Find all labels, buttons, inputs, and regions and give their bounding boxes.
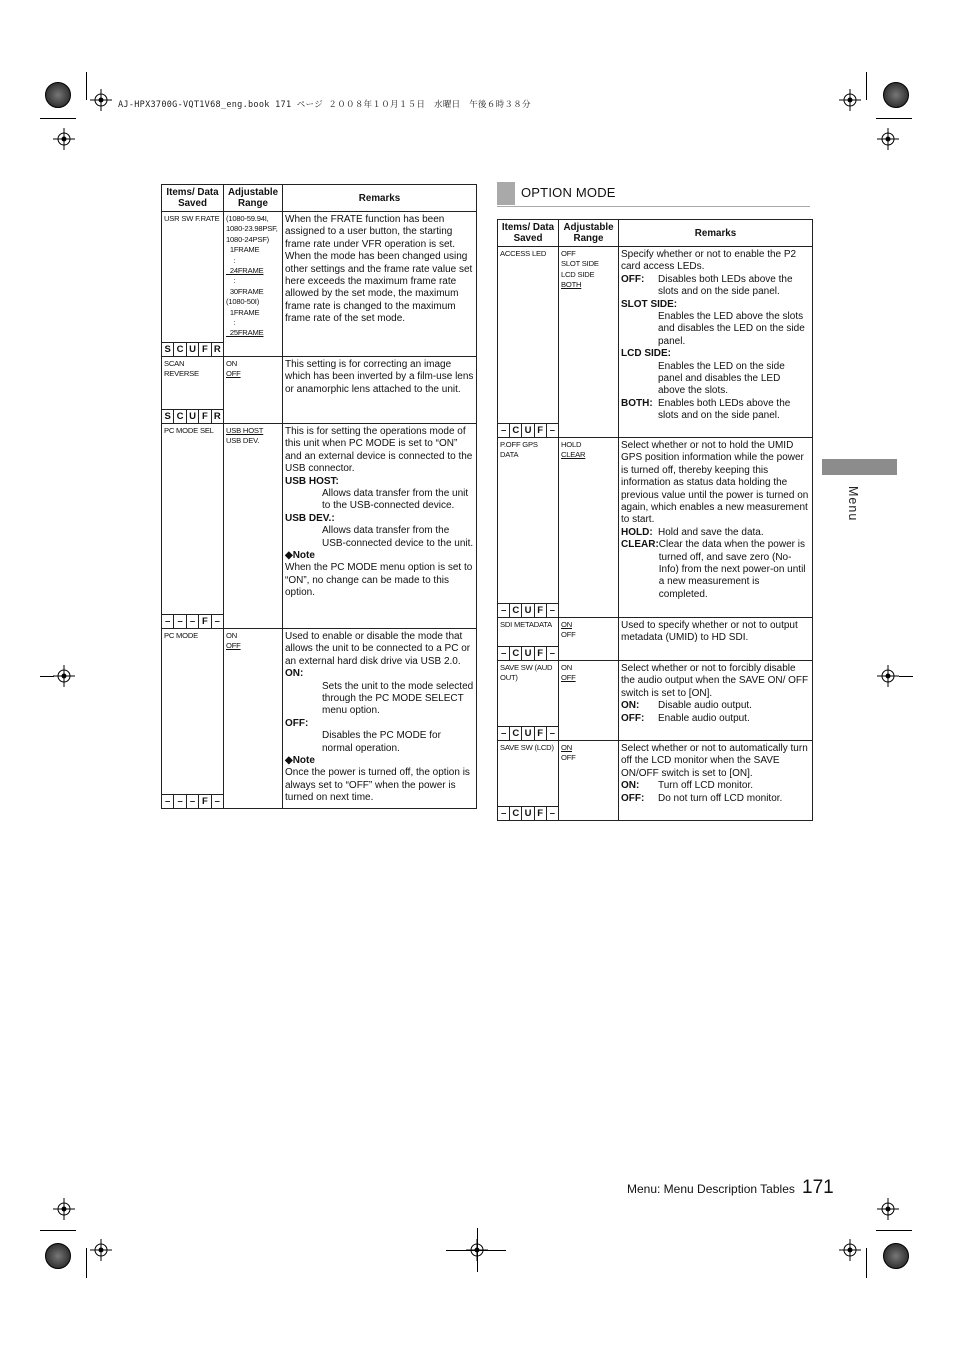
data-saved-flag: R <box>211 410 223 423</box>
data-saved-flag: U <box>186 410 198 423</box>
option-term: OFF: <box>621 712 645 724</box>
option-term: OFF: <box>285 717 309 729</box>
item-cell <box>162 212 224 357</box>
item-cell <box>162 357 224 424</box>
data-saved-flag: S <box>164 411 171 422</box>
rosette-mark-bottom-right <box>883 1243 909 1269</box>
range-option: 1FRAME <box>226 307 260 317</box>
range-option: 25FRAME <box>226 328 264 338</box>
range-option: OFF <box>561 673 576 683</box>
crosshair-icon <box>877 1198 899 1220</box>
option-definition <box>621 793 810 805</box>
remarks-cell <box>619 741 813 821</box>
range-option: OFF <box>561 630 576 640</box>
option-term: LCD SIDE: <box>621 348 671 360</box>
option-description: Enables both LEDs above the slots and on the side panel. <box>658 397 791 422</box>
item-cell <box>498 618 559 661</box>
side-tab-marker <box>822 459 897 475</box>
table-row <box>498 741 813 821</box>
data-saved-flags <box>498 603 558 617</box>
data-saved-flag: S <box>164 344 171 355</box>
remarks-text: Specify whether or not to enable the P2 card access LEDs. <box>621 249 797 273</box>
data-saved-flags <box>498 806 558 820</box>
remarks-cell <box>619 618 813 661</box>
range-option: USB HOST <box>226 426 264 435</box>
page-number: 171 <box>802 1177 834 1198</box>
option-term: CLEAR: <box>621 539 659 551</box>
range-option: 1FRAME <box>226 245 260 255</box>
option-term: ON: <box>621 700 640 712</box>
data-saved-flag: U <box>521 424 533 437</box>
data-saved-flag: F <box>534 727 546 740</box>
item-name: PC MODE <box>164 631 199 640</box>
data-saved-flag: – <box>165 796 171 807</box>
crosshair-icon <box>839 1239 861 1261</box>
range-cell <box>559 438 619 618</box>
data-saved-flag: U <box>521 604 533 617</box>
table-row <box>498 438 813 618</box>
range-option: ON <box>561 620 572 629</box>
data-saved-flag: F <box>198 410 210 423</box>
data-saved-flag: – <box>500 425 507 436</box>
item-cell <box>498 661 559 741</box>
range-cell <box>224 357 283 424</box>
option-term: USB HOST: <box>285 475 339 487</box>
option-term: BOTH: <box>621 397 653 409</box>
range-option: 1080-23.98PSF, <box>226 224 278 234</box>
option-term: ON: <box>621 780 640 792</box>
range-cell <box>224 424 283 629</box>
option-term: HOLD: <box>621 526 653 538</box>
data-saved-flags <box>498 423 558 437</box>
data-saved-flag: R <box>211 343 223 356</box>
range-option: 30FRAME <box>226 286 264 296</box>
range-option: 24FRAME <box>226 266 264 276</box>
item-name: SAVE SW (LCD) <box>500 743 554 752</box>
data-saved-flag: C <box>173 343 185 356</box>
data-saved-flag: C <box>173 410 185 423</box>
data-saved-flag: – <box>211 795 223 808</box>
data-saved-flags <box>162 614 223 628</box>
item-cell <box>498 438 559 618</box>
data-saved-flag: F <box>198 795 210 808</box>
range-option: BOTH <box>561 280 582 290</box>
table-row <box>162 424 477 629</box>
data-saved-flag: – <box>173 795 185 808</box>
remarks-text: When the FRATE function has been assigned to a user button, the starting frame rate under VFR operation is set. When the mode has been changed using other settings and the frame rate value set here exceeds the maximum frame rate allowed by the set mode, the maximum frame rate is changed to the maximum frame rate of the set mode. <box>285 214 473 325</box>
range-cell <box>559 618 619 661</box>
section-heading-bar <box>497 182 515 205</box>
option-description: Enables the LED on the side panel and disables the LED above the slots. <box>658 360 785 397</box>
data-saved-flags <box>162 342 223 356</box>
option-description: Allows data transfer from the unit to the USB-connected device. <box>322 488 469 512</box>
option-description: Disables both LEDs above the slots and on the side panel. <box>658 273 793 298</box>
data-saved-flag: – <box>546 604 558 617</box>
range-option: OFF <box>561 753 576 763</box>
range-option: ON <box>226 631 237 640</box>
rosette-mark-top-left <box>45 82 71 108</box>
option-description: Allows data transfer from the USB-connected device to the unit. <box>322 525 474 549</box>
data-saved-flag: C <box>509 807 521 820</box>
option-description: Hold and save the data. <box>658 526 764 538</box>
option-description: Do not turn off LCD monitor. <box>658 792 783 804</box>
remarks-text: Used to specify whether or not to output metadata (UMID) to HD SDI. <box>621 620 798 644</box>
range-option: OFF <box>226 641 241 651</box>
data-saved-flag: C <box>509 647 521 660</box>
table-row <box>162 629 477 809</box>
option-definition <box>621 780 810 792</box>
table-row <box>498 661 813 741</box>
crosshair-icon <box>839 89 861 111</box>
data-saved-flag: C <box>509 727 521 740</box>
remarks-cell <box>283 424 477 629</box>
item-cell <box>498 247 559 438</box>
column-header-remarks: Remarks <box>283 185 477 212</box>
rosette-mark-bottom-left <box>45 1243 71 1269</box>
table-row <box>162 357 477 424</box>
range-cell <box>559 247 619 438</box>
remarks-text: Used to enable or disable the mode that allows the unit to be connected to a PC or an external hard disk drive via USB 2.0. <box>285 631 471 667</box>
range-option: ON <box>561 663 572 672</box>
range-cell <box>559 741 619 821</box>
column-header-items: Items/ Data Saved <box>162 185 224 212</box>
item-name: SAVE SW (AUD OUT) <box>500 663 553 682</box>
option-definition <box>621 700 810 712</box>
range-option: ON <box>226 359 237 368</box>
range-option: : <box>226 318 236 328</box>
remarks-text: Select whether or not to forcibly disable the audio output when the SAVE ON/ OFF switch is set to [ON]. <box>621 663 809 699</box>
data-saved-flags <box>498 646 558 660</box>
data-saved-flag: U <box>186 343 198 356</box>
option-term: ON: <box>285 668 304 680</box>
column-header-items: Items/ Data Saved <box>498 220 559 247</box>
data-saved-flag: C <box>509 424 521 437</box>
option-description: Enables the LED above the slots and disables the LED on the side panel. <box>658 311 805 347</box>
range-option: : <box>226 276 236 286</box>
remarks-cell <box>619 247 813 438</box>
remarks-text: Select whether or not to hold the UMID GPS position information while the power is turned off, thereby keeping this information as status data holding the previous value until the power is turned on again, which enables a new measurement to start. <box>621 440 809 526</box>
item-name: SCAN REVERSE <box>164 359 199 378</box>
option-definition <box>621 398 810 423</box>
data-saved-flag: – <box>165 616 171 627</box>
note-text: Once the power is turned off, the option is always set to “OFF” when the power is turned on next time. <box>285 767 470 804</box>
range-option: (1080-59.94I, <box>226 214 269 223</box>
range-option: (1080-50I) <box>226 297 260 307</box>
remarks-cell <box>283 629 477 809</box>
table-row <box>498 618 813 661</box>
range-option: LCD SIDE <box>561 269 595 279</box>
data-saved-flag: – <box>211 615 223 628</box>
range-option: HOLD <box>561 440 582 449</box>
option-definition <box>621 539 810 601</box>
data-saved-flag: – <box>546 424 558 437</box>
option-term: OFF: <box>621 273 645 285</box>
menu-table-right <box>497 219 813 821</box>
option-description: Sets the unit to the mode selected through the PC MODE SELECT menu option. <box>322 680 474 717</box>
note-text: When the PC MODE menu option is set to “ON”, no change can be made to this option. <box>285 562 473 599</box>
range-option: OFF <box>226 369 241 379</box>
column-header-remarks: Remarks <box>619 220 813 247</box>
column-header-range: Adjustable Range <box>559 220 619 247</box>
range-cell <box>224 629 283 809</box>
option-description: Disable audio output. <box>658 700 752 712</box>
option-term: USB DEV.: <box>285 512 335 524</box>
data-saved-flag: F <box>534 604 546 617</box>
remarks-text: Select whether or not to automatically turn off the LCD monitor when the SAVE ON/OFF switch is set to [ON]. <box>621 743 808 779</box>
data-saved-flag: – <box>500 728 507 739</box>
remarks-cell <box>619 661 813 741</box>
side-tab-label: Menu <box>846 486 860 522</box>
data-saved-flag: – <box>186 615 198 628</box>
data-saved-flag: F <box>198 615 210 628</box>
note-heading: ◆Note <box>285 550 315 562</box>
range-option: OFF <box>561 249 576 258</box>
data-saved-flag: F <box>534 807 546 820</box>
item-cell <box>162 424 224 629</box>
item-name: P.OFF GPS DATA <box>500 440 538 459</box>
note-heading: ◆Note <box>285 755 315 767</box>
data-saved-flags <box>162 794 223 808</box>
range-cell <box>559 661 619 741</box>
item-name: ACCESS LED <box>500 249 547 258</box>
item-name: USR SW F.RATE <box>164 214 220 223</box>
footer-section-title: Menu: Menu Description Tables <box>627 1182 795 1196</box>
print-header: AJ-HPX3700G-VQT1V68_eng.book 171 ページ ２００８年１０月１５日 水曜日 午後６時３８分 <box>118 100 531 110</box>
crosshair-icon <box>90 1239 112 1261</box>
data-saved-flag: – <box>546 647 558 660</box>
table-row <box>162 212 477 357</box>
data-saved-flag: – <box>500 648 507 659</box>
menu-table-left <box>161 184 477 809</box>
range-option: : <box>226 255 236 265</box>
range-option: ON <box>561 743 572 752</box>
data-saved-flag: – <box>546 807 558 820</box>
range-cell <box>224 212 283 357</box>
rosette-mark-top-right <box>883 82 909 108</box>
option-description: Turn off LCD monitor. <box>658 780 754 792</box>
range-option: USB DEV. <box>226 436 260 446</box>
remarks-text: This is for setting the operations mode of this unit when PC MODE is set to “ON” and an external device is connected to the USB connector. <box>285 426 473 475</box>
crosshair-icon <box>877 665 899 687</box>
section-heading-text: OPTION MODE <box>521 185 616 200</box>
item-cell <box>498 741 559 821</box>
data-saved-flags <box>498 726 558 740</box>
item-name: PC MODE SEL <box>164 426 214 435</box>
remarks-cell <box>619 438 813 618</box>
item-name: SDI METADATA <box>500 620 553 629</box>
section-heading <box>497 182 810 207</box>
table-row <box>498 247 813 438</box>
column-header-range: Adjustable Range <box>224 185 283 212</box>
option-description: Enable audio output. <box>658 712 750 724</box>
data-saved-flag: U <box>521 647 533 660</box>
crosshair-icon <box>53 1198 75 1220</box>
remarks-cell <box>283 357 477 424</box>
crosshair-icon <box>877 128 899 150</box>
data-saved-flag: F <box>198 343 210 356</box>
range-option: CLEAR <box>561 450 586 460</box>
data-saved-flag: – <box>173 615 185 628</box>
data-saved-flag: – <box>500 605 507 616</box>
option-description: Disables the PC MODE for normal operation. <box>322 730 441 754</box>
option-term: SLOT SIDE: <box>621 298 678 310</box>
range-option: SLOT SIDE <box>561 259 599 269</box>
data-saved-flag: F <box>534 647 546 660</box>
option-definition <box>621 527 810 539</box>
option-term: OFF: <box>621 792 645 804</box>
item-cell <box>162 629 224 809</box>
data-saved-flag: – <box>500 808 507 819</box>
crosshair-icon <box>90 89 112 111</box>
option-definition <box>621 274 810 299</box>
data-saved-flag: C <box>509 604 521 617</box>
crosshair-icon <box>53 665 75 687</box>
range-option: 1080-24PSF) <box>226 234 269 244</box>
data-saved-flag: F <box>534 424 546 437</box>
remarks-text: This setting is for correcting an image which has been inverted by a film-use lens or anamorphic lens attached to the unit. <box>285 359 474 395</box>
crosshair-icon <box>53 128 75 150</box>
data-saved-flag: – <box>186 795 198 808</box>
data-saved-flags <box>162 409 223 423</box>
data-saved-flag: U <box>521 727 533 740</box>
option-definition <box>621 713 810 725</box>
option-description: Clear the data when the power is turned off, and save zero (No-Info) from the next power-on until a new measurement is completed. <box>658 539 806 600</box>
data-saved-flag: – <box>546 727 558 740</box>
data-saved-flag: U <box>521 807 533 820</box>
remarks-cell <box>283 212 477 357</box>
